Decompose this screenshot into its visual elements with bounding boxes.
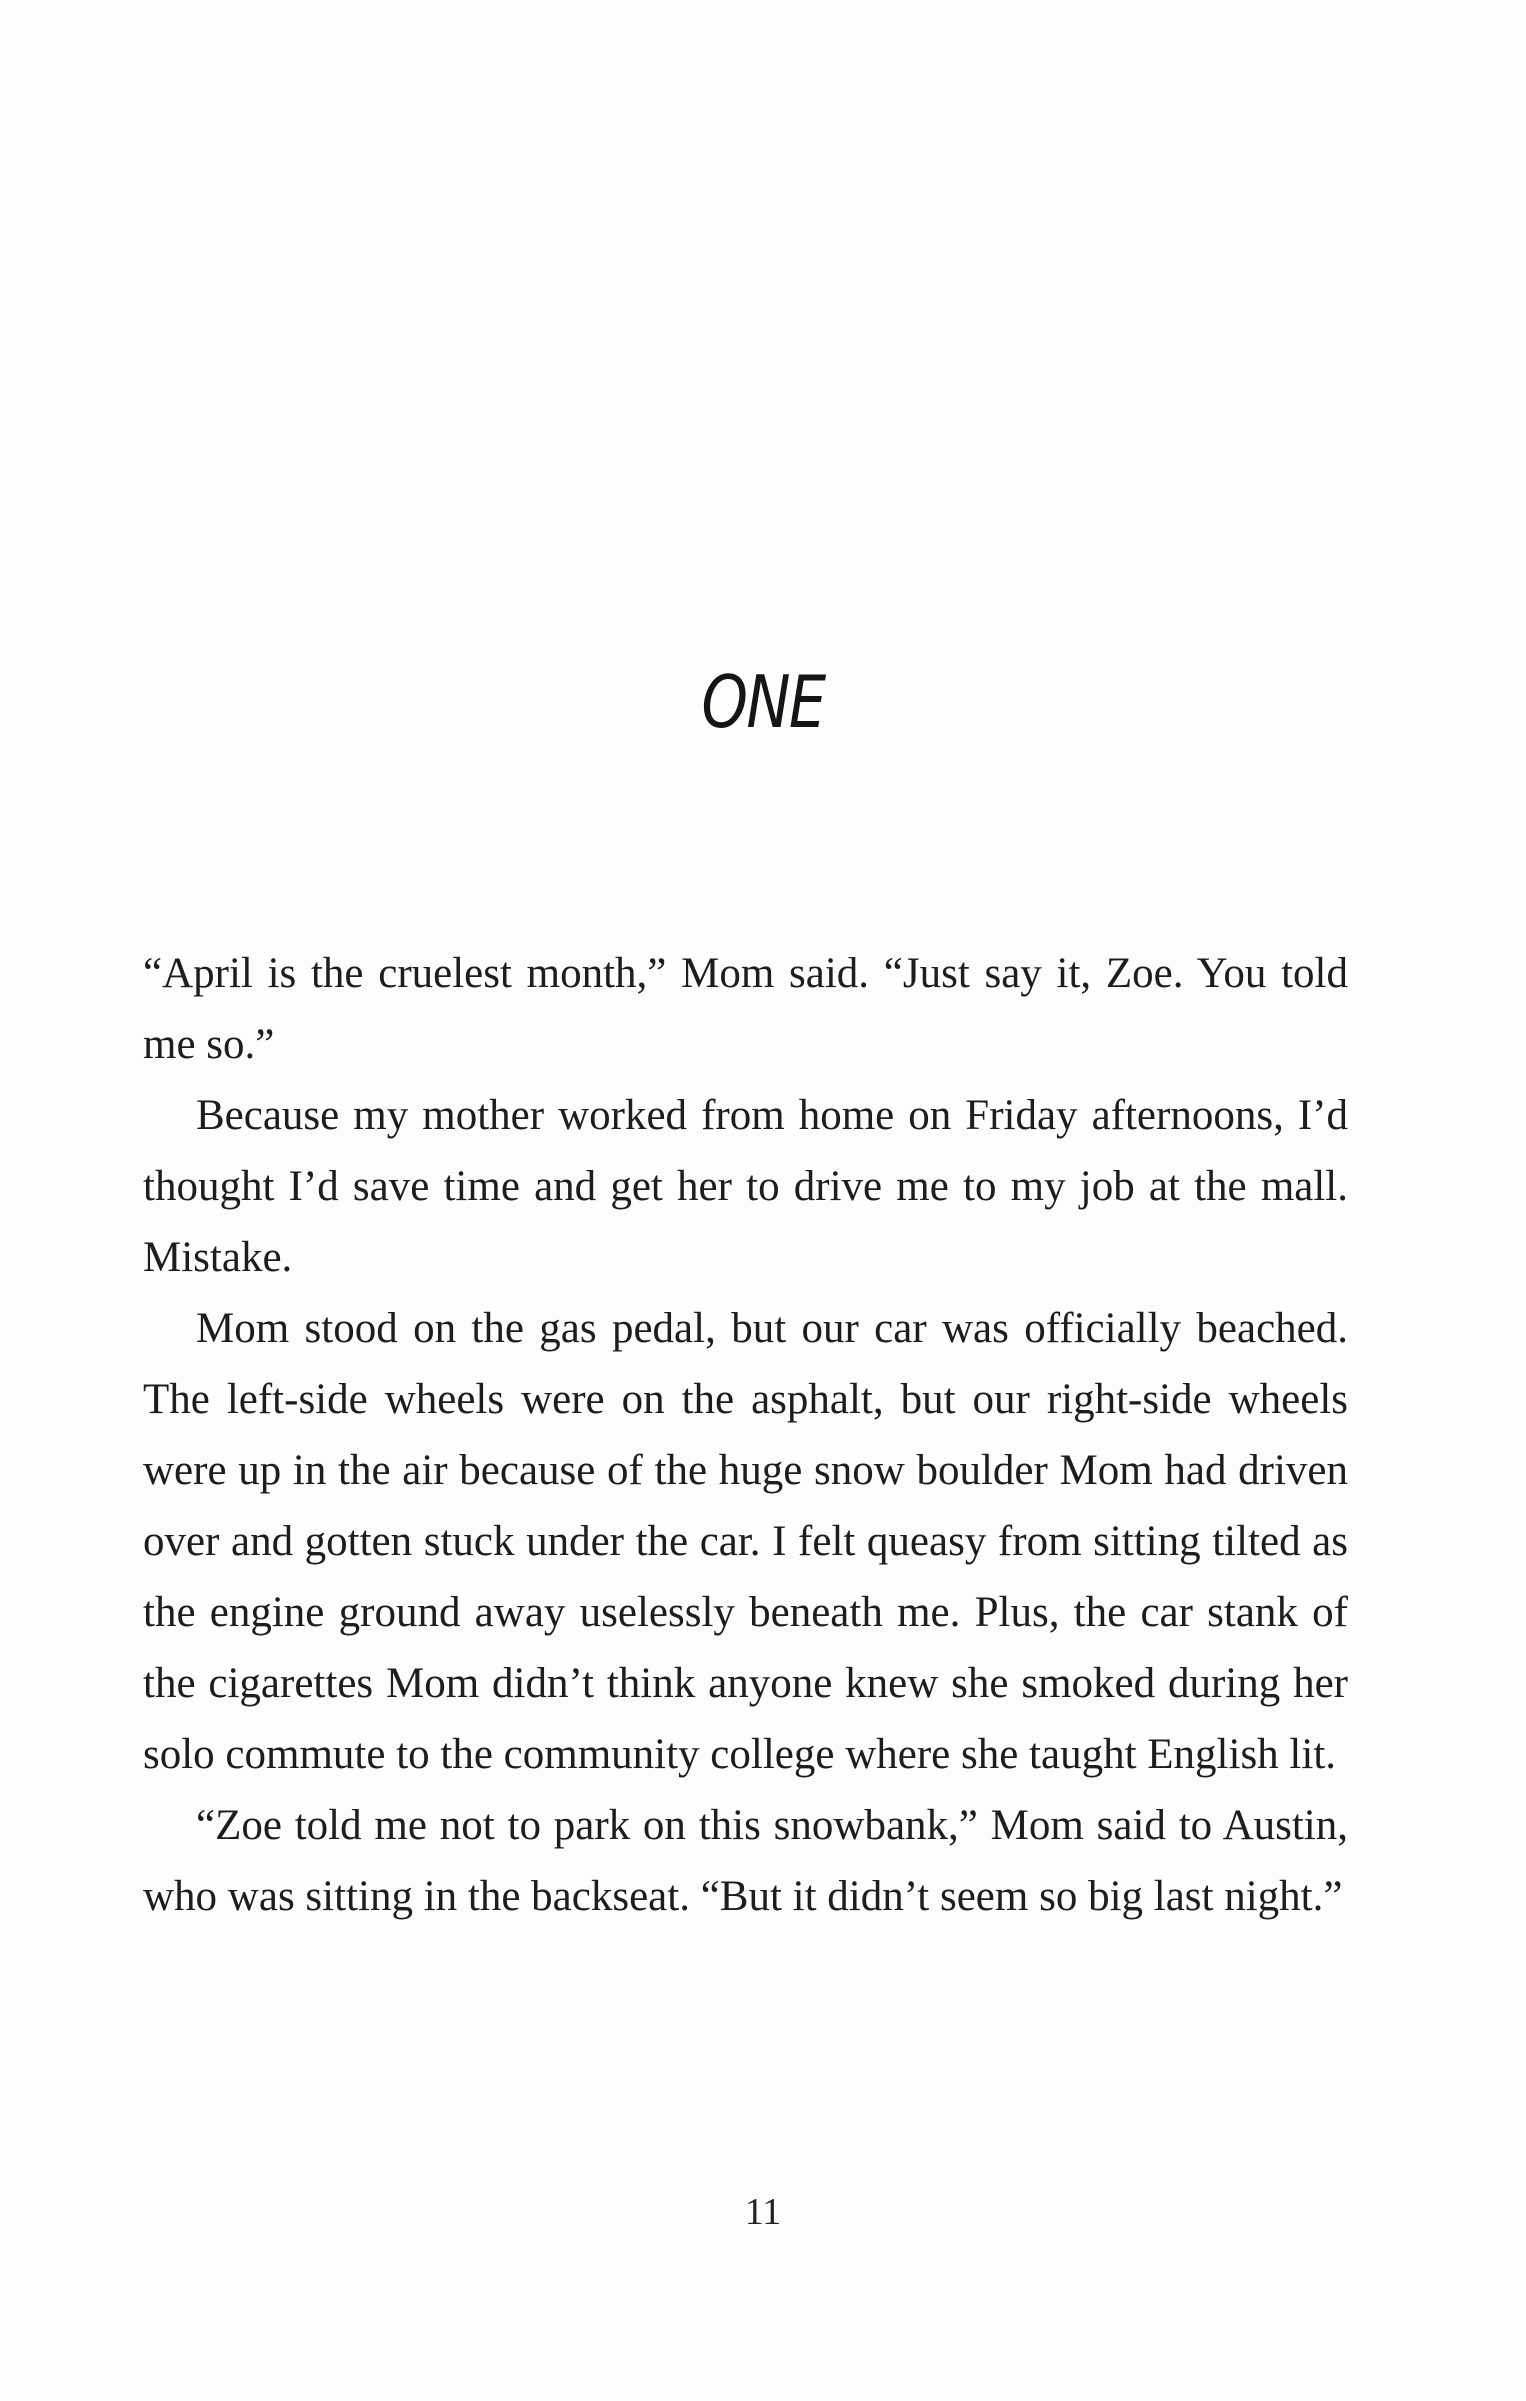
chapter-body <box>143 938 1348 1932</box>
page-number: 11 <box>744 2191 782 2233</box>
paragraph: “Zoe told me not to park on this snowbank,” Mom said to Austin, who was sitting in the backseat. “But it didn’t seem so big last night.” <box>143 1802 1348 1920</box>
paragraph: Because my mother worked from home on Friday afternoons, I’d thought I’d save time and get her to drive me to my job at the mall. Mistake. <box>143 1092 1348 1281</box>
paragraph: Mom stood on the gas pedal, but our car was officially beached. The left-side wheels were on the asphalt, but our right-side wheels were up in the air because of the huge snow boulder Mom had driven over and gotten stuck under the car. I felt queasy from sitting tilted as the engine ground away uselessly beneath me. Plus, the car stank of the cigarettes Mom didn’t think anyone knew she smoked during her solo commute to the community college where she taught English lit. <box>143 1305 1348 1778</box>
paragraph: “April is the cruelest month,” Mom said. “Just say it, Zoe. You told me so.” <box>143 950 1348 1068</box>
chapter-title: ONE <box>701 660 825 744</box>
